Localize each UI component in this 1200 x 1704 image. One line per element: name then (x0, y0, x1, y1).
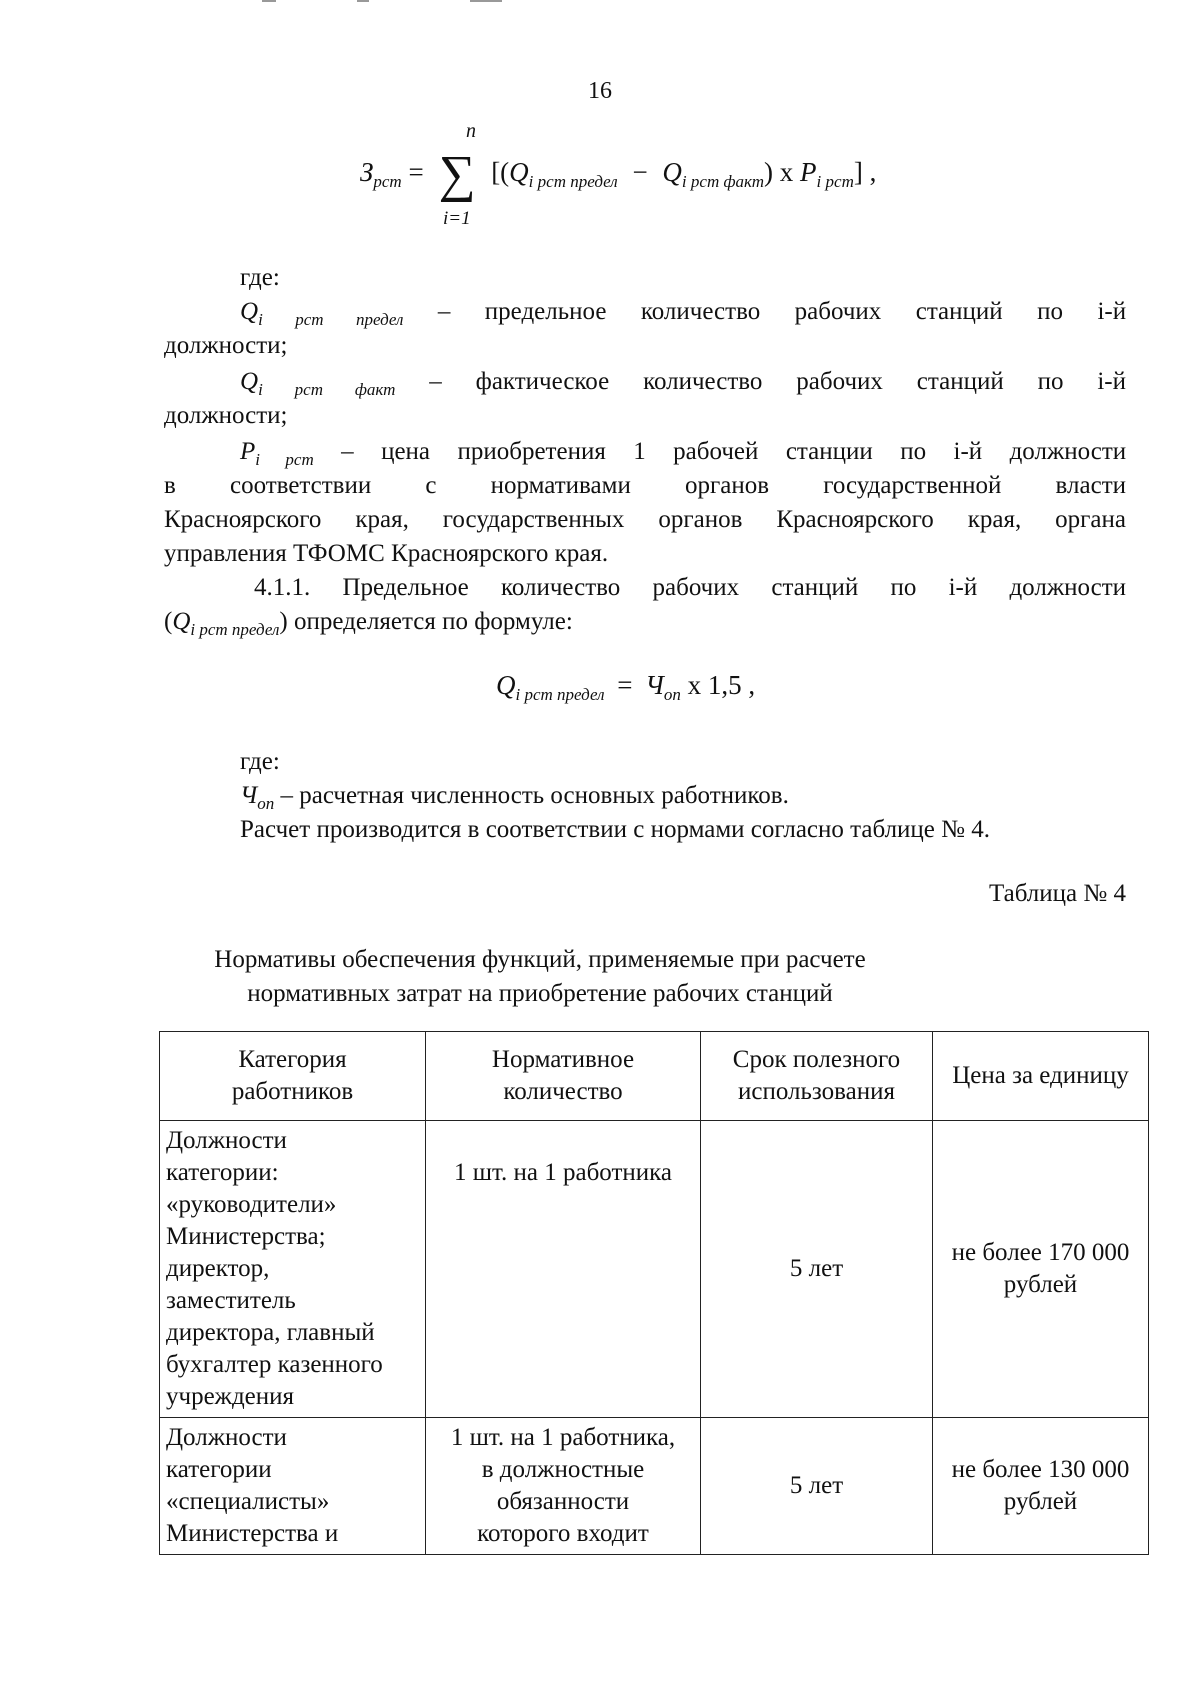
table-header-row (160, 1032, 1149, 1121)
where2-label: где: (240, 748, 280, 775)
table-title-line2: нормативных затрат на приобретение рабочих станций (247, 980, 833, 1007)
sum-upper-limit: n (466, 120, 476, 142)
cell-price: не более 130 000 рублей (933, 1418, 1149, 1555)
def-q-limit: $Q_{i рст предел}$ – предельное количество рабочих станций по i-й (240, 298, 1127, 329)
table-title-line1: Нормативы обеспечения функций, применяемые при расчете (214, 946, 866, 973)
cell-quantity: 1 шт. на 1 работника (426, 1121, 701, 1418)
def-ch: $Ч_{оп}$ – расчетная численность основных работников. (240, 782, 789, 813)
where-label: где: (240, 264, 280, 291)
header-category: Категория работников (160, 1032, 426, 1121)
def-q-fact: $Q_{i рст факт}$ – фактическое количество рабочих станций по i-й (240, 368, 1126, 399)
formula-limit: $Q_{i рст предел} = Ч_{оп}$ x 1,5 , (496, 670, 756, 704)
def-q-limit-cont: должности; (164, 332, 288, 359)
cell-term: 5 лет (701, 1418, 933, 1555)
cell-category: Должности категории «специалисты» Министерства и (160, 1418, 426, 1555)
formula-cost: $З_{рст}$ = ∑ [$(Q_{i рст предел} - Q_{i рст факт})$ x $P_{i рст}$] , (360, 146, 877, 203)
def-price-line2: в соответствии с нормативами органов государственной власти (164, 472, 1126, 499)
def-price-line3: Красноярского края, государственных органов Красноярского края, органа (164, 506, 1126, 533)
header-price: Цена за единицу (933, 1032, 1149, 1121)
cell-price: не более 170 000 рублей (933, 1121, 1149, 1418)
def-price: $P_{i рст}$ – цена приобретения 1 рабочей станции по i-й должности (240, 438, 1127, 469)
cell-quantity: 1 шт. на 1 работника, в должностные обязанности которого входит (426, 1418, 701, 1555)
para-411-line2: $(Q_{i рст предел})$ определяется по формуле: (164, 608, 573, 639)
def-q-fact-cont: должности; (164, 402, 288, 429)
header-term: Срок полезного использования (701, 1032, 933, 1121)
table-label: Таблица № 4 (988, 880, 1126, 907)
sigma-symbol: ∑ (438, 146, 476, 203)
calc-note: Расчет производится в соответствии с нормами согласно таблице № 4. (240, 816, 990, 843)
page-number: 16 (588, 78, 612, 104)
cell-term: 5 лет (701, 1121, 933, 1418)
def-price-line4: управления ТФОМС Красноярского края. (164, 540, 609, 567)
scan-mark (470, 0, 502, 2)
scan-mark (262, 0, 276, 2)
para-411: 4.1.1. Предельное количество рабочих станций по i-й должности (254, 574, 1126, 601)
scan-mark (357, 0, 369, 2)
sum-lower-limit: i=1 (443, 208, 471, 229)
table-row (160, 1121, 1149, 1418)
table-row (160, 1418, 1149, 1555)
cell-category: Должности категории: «руководители» Министерства; директор, заместитель директора, главный бухгалтер казенного учреждения (160, 1121, 426, 1418)
header-quantity: Нормативное количество (426, 1032, 701, 1121)
norms-table (159, 1031, 1149, 1555)
